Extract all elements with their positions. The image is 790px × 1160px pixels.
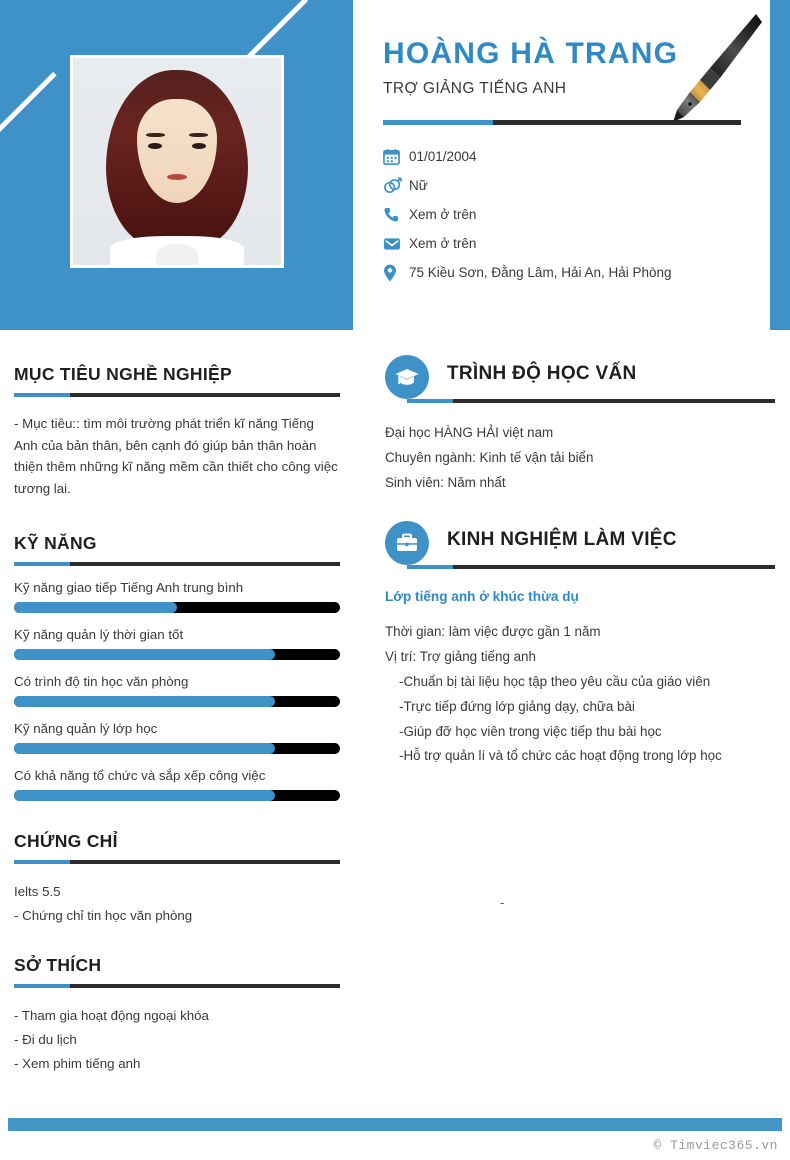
education-line: Chuyên ngành: Kinh tế vận tải biển xyxy=(385,449,594,465)
photo-panel xyxy=(0,0,353,330)
experience-line: Thời gian: làm việc được gần 1 năm xyxy=(385,624,601,640)
photo-brow-right xyxy=(189,133,208,138)
photo-brow-left xyxy=(146,133,165,138)
skill-progress-fill xyxy=(14,696,275,707)
header-card xyxy=(353,20,770,330)
skill-label: Kỹ năng quản lý thời gian tốt xyxy=(14,627,184,643)
skill-progress-bar xyxy=(14,696,340,707)
section-divider-objective xyxy=(14,393,340,397)
photo-collar xyxy=(156,244,198,265)
page-title: HOÀNG HÀ TRANG xyxy=(383,37,679,70)
left-column xyxy=(14,364,340,1075)
location-icon xyxy=(383,264,409,282)
contact-value-address: 75 Kiều Sơn, Đằng Lâm, Hải An, Hải Phòng xyxy=(409,265,672,280)
fountain-pen-icon xyxy=(670,12,762,147)
skill-progress-bar xyxy=(14,602,340,613)
contact-value-birthdate: 01/01/2004 xyxy=(409,149,477,164)
skill-label: Kỹ năng giao tiếp Tiếng Anh trung bình xyxy=(14,580,244,596)
skill-item xyxy=(14,721,340,754)
section-divider-skills xyxy=(14,562,340,566)
gender-icon xyxy=(383,177,409,195)
skill-label: Kỹ năng quản lý lớp học xyxy=(14,721,158,737)
education-details xyxy=(385,421,775,495)
section-hobbies xyxy=(14,955,340,1075)
phone-icon xyxy=(383,206,409,223)
skill-item xyxy=(14,627,340,660)
section-title-skills: KỸ NĂNG xyxy=(14,533,97,554)
calendar-icon xyxy=(383,148,409,165)
experience-details xyxy=(385,620,775,769)
skill-progress-bar xyxy=(14,790,340,801)
header-job-title: TRỢ GIẢNG TIẾNG ANH xyxy=(383,80,567,97)
experience-bullet: -Chuẩn bị tài liệu học tập theo yêu cầu của giáo viên xyxy=(399,673,711,689)
skill-label: Có khả năng tổ chức và sắp xếp công việc xyxy=(14,768,266,784)
contact-value-email: Xem ở trên xyxy=(409,236,477,251)
section-title-hobbies: SỞ THÍCH xyxy=(14,955,102,976)
list-item: - Xem phim tiếng anh xyxy=(14,1055,141,1071)
objective-text: - Mục tiêu:: tìm môi trường phát triển kĩ năng Tiếng Anh của bản thân, bên cạnh đó giúp bản thân hoàn thiện thêm những kĩ năng mềm cần thiết cho công việc tương lai. xyxy=(14,416,338,496)
experience-separator: - xyxy=(500,895,505,910)
contact-row-email xyxy=(383,229,753,258)
skill-progress-fill xyxy=(14,743,275,754)
contact-list xyxy=(383,142,753,287)
email-icon xyxy=(383,236,409,252)
profile-photo xyxy=(73,58,281,265)
education-line: Đại học HÀNG HẢI việt nam xyxy=(385,425,554,440)
list-item: - Chứng chỉ tin học văn phòng xyxy=(14,907,193,923)
list-item: - Đi du lịch xyxy=(14,1032,77,1048)
skill-label: Có trình độ tin học văn phòng xyxy=(14,674,189,690)
experience-bullet: -Trực tiếp đứng lớp giảng dạy, chữa bài xyxy=(399,698,635,714)
section-title-education: TRÌNH ĐỘ HỌC VẤN xyxy=(447,363,637,384)
experience-line: Vị trí: Trợ giảng tiếng anh xyxy=(385,649,536,665)
list-item: - Tham gia hoạt động ngoại khóa xyxy=(14,1008,209,1024)
section-divider-certificates xyxy=(14,860,340,864)
experience-job-name: Lớp tiếng anh ở khúc thừa dụ xyxy=(385,589,579,605)
skill-progress-fill xyxy=(14,649,275,660)
right-column xyxy=(385,355,775,910)
watermark: © Timviec365.vn xyxy=(653,1138,778,1153)
contact-row-phone xyxy=(383,200,753,229)
section-objective xyxy=(14,364,340,499)
contact-row-birthdate xyxy=(383,142,753,171)
section-divider-education xyxy=(407,399,775,403)
skill-progress-bar xyxy=(14,743,340,754)
section-certificates xyxy=(14,831,340,927)
section-divider-hobbies xyxy=(14,984,340,988)
skill-progress-fill xyxy=(14,790,275,801)
skill-item xyxy=(14,674,340,707)
briefcase-icon xyxy=(385,521,429,565)
list-item: Ielts 5.5 xyxy=(14,884,61,900)
contact-value-phone: Xem ở trên xyxy=(409,207,477,222)
skill-progress-fill xyxy=(14,602,177,613)
section-education xyxy=(385,355,775,403)
section-experience xyxy=(385,521,775,569)
section-title-objective: MỤC TIÊU NGHỀ NGHIỆP xyxy=(14,364,232,384)
experience-bullet: -Giúp đỡ học viên trong việc tiếp thu bài học xyxy=(399,723,662,739)
section-divider-experience xyxy=(407,565,775,569)
avatar xyxy=(70,55,284,268)
section-skills xyxy=(14,533,340,801)
footer-bar xyxy=(8,1118,782,1131)
contact-row-address xyxy=(383,258,753,287)
section-title-experience: KINH NGHIỆM LÀM VIỆC xyxy=(447,529,677,551)
skill-item xyxy=(14,768,340,801)
skill-item xyxy=(14,580,340,613)
diagonal-stripe-bottom xyxy=(0,72,57,189)
section-title-certificates: CHỨNG CHỈ xyxy=(14,831,118,852)
experience-bullet: -Hỗ trợ quản lí và tổ chức các hoạt động trong lớp học xyxy=(399,748,722,764)
contact-value-gender: Nữ xyxy=(409,178,428,193)
contact-row-gender xyxy=(383,171,753,200)
education-line: Sinh viên: Năm nhất xyxy=(385,474,506,490)
graduation-cap-icon xyxy=(385,355,429,399)
right-edge-strip xyxy=(770,0,790,330)
skill-progress-bar xyxy=(14,649,340,660)
